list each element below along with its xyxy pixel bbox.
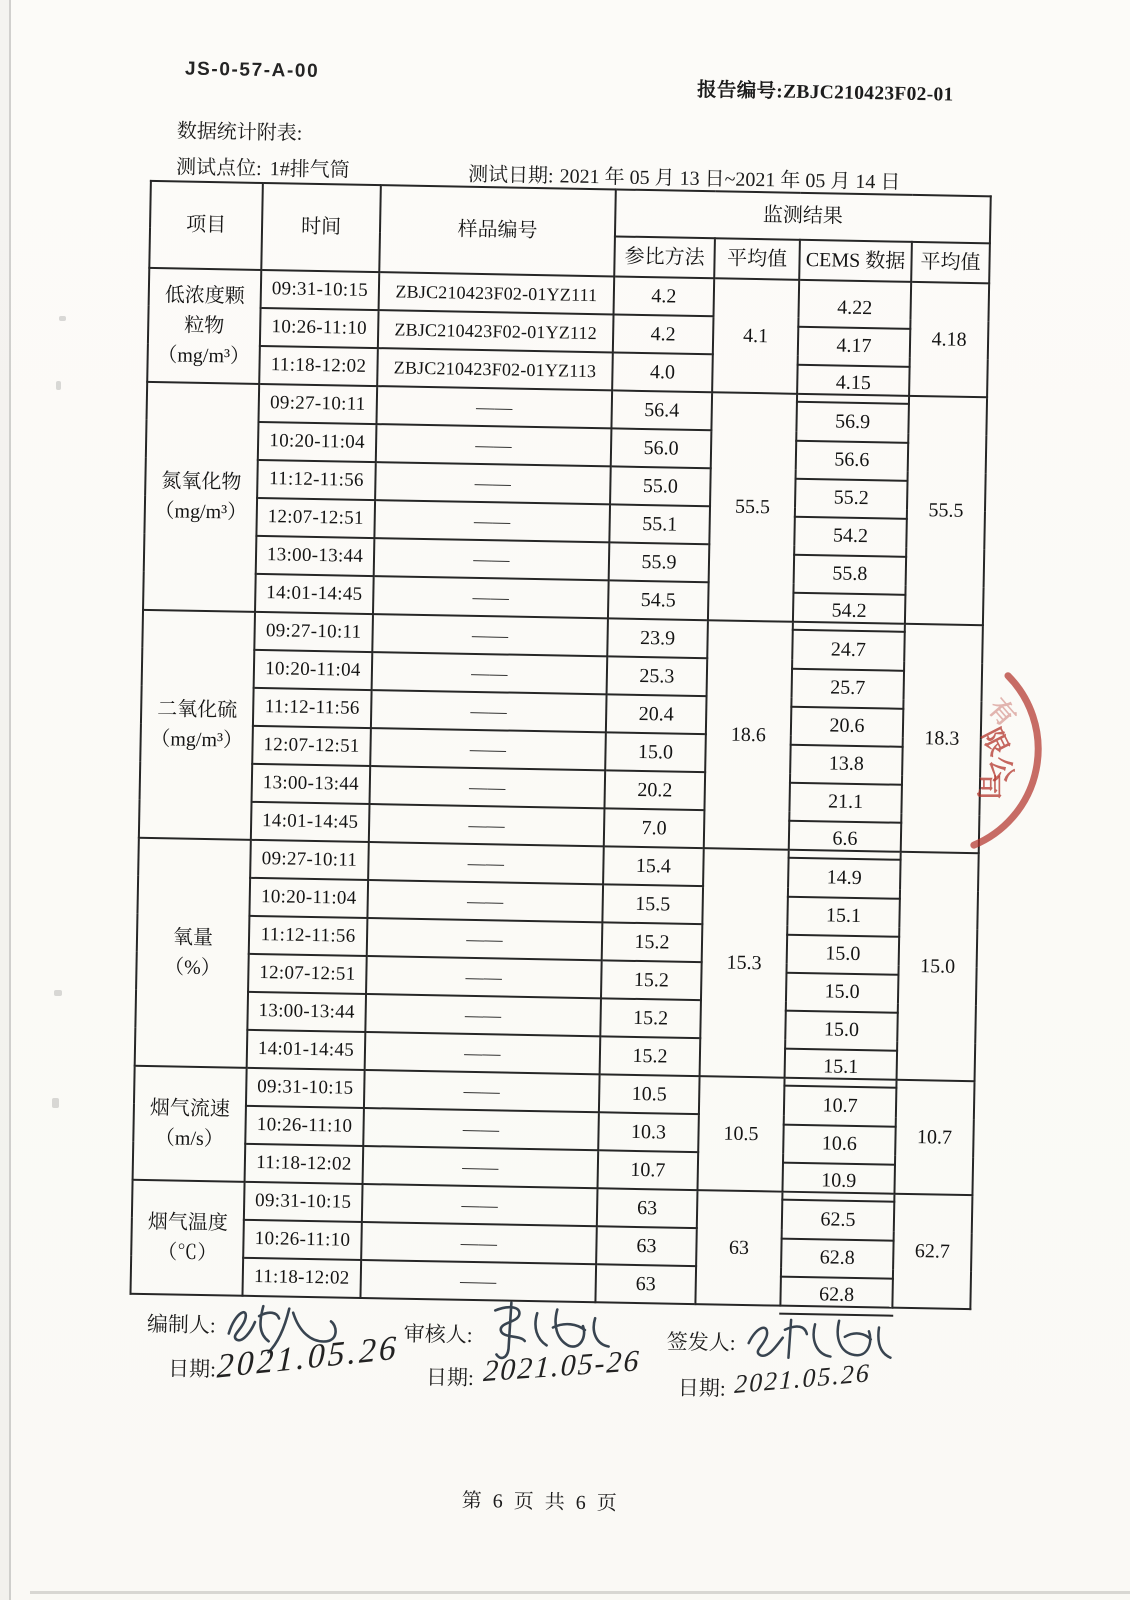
reference-value-cell: 55.0 <box>610 466 711 506</box>
reference-value-cell: 4.0 <box>612 352 713 392</box>
sample-no-cell: —— <box>365 1032 601 1074</box>
cems-value-cell <box>791 698 904 738</box>
time-cell: 10:20-11:04 <box>254 650 373 690</box>
reviewer-date-label: 日期: <box>425 1365 475 1391</box>
item-cell-2 <box>139 610 255 840</box>
reference-value-cell: 63 <box>597 1188 698 1228</box>
cems-value: 62.5 <box>820 1208 856 1232</box>
test-date-value: 2021 年 05 月 13 日~2021 年 05 月 14 日 <box>559 165 901 194</box>
cems-value-cell <box>797 356 910 396</box>
sample-no-cell: ZBJC210423F02-01YZ111 <box>379 272 615 314</box>
cems-value: 25.7 <box>830 675 866 699</box>
cems-value-cell <box>796 432 909 472</box>
time-cell: 10:26-11:10 <box>243 1220 362 1260</box>
sample-no-cell: —— <box>376 386 612 428</box>
col-header-result: 监测结果 <box>615 189 991 243</box>
item-cell-3 <box>135 838 251 1068</box>
cems-value: 4.15 <box>835 371 872 395</box>
reference-value-cell: 55.1 <box>609 504 710 544</box>
cems-value: 15.0 <box>825 941 861 965</box>
test-date-label: 测试日期: <box>467 163 554 188</box>
issuer-date-handwritten: 2021.05.26 <box>734 1358 872 1400</box>
cems-value-cell <box>795 470 908 510</box>
reference-value-cell: 54.5 <box>608 580 709 620</box>
item-cell-0 <box>147 268 261 384</box>
item-name: 氮氧化物 <box>161 470 242 494</box>
cems-value: 15.1 <box>825 903 862 927</box>
item-unit: （%） <box>163 956 222 980</box>
cems-value-cell <box>786 964 899 1004</box>
cems-value-cell <box>793 584 906 624</box>
reference-average-cell: 15.3 <box>700 848 789 1078</box>
reference-value-cell: 20.4 <box>606 694 707 734</box>
test-point-value: 1#排气筒 <box>269 158 350 182</box>
sample-no-cell: —— <box>360 1260 596 1302</box>
col-header-cems-average: 平均值 <box>911 242 990 283</box>
time-cell: 09:27-10:11 <box>250 840 369 880</box>
reviewer-label: 审核人: <box>403 1321 473 1348</box>
reference-average-cell: 10.5 <box>697 1076 784 1192</box>
page-number: 第 6 页 共 6 页 <box>461 1489 620 1515</box>
reference-average-cell: 4.1 <box>712 278 799 394</box>
cems-average-cell: 55.5 <box>905 396 987 625</box>
test-point-line <box>176 150 350 182</box>
item-unit: （℃） <box>157 1241 218 1265</box>
cems-value-cell <box>792 660 905 700</box>
cems-value-cell <box>783 1116 896 1156</box>
report-number-value: ZBJC210423F02-01 <box>782 81 954 106</box>
cems-value: 14.9 <box>826 866 862 890</box>
cems-value: 24.7 <box>830 638 867 662</box>
item-unit: （mg/m³） <box>150 728 244 752</box>
reference-average-cell: 18.6 <box>704 620 793 850</box>
time-cell: 11:18-12:02 <box>245 1144 364 1184</box>
cems-value-cell <box>787 926 900 966</box>
preparer-label: 编制人: <box>146 1312 216 1338</box>
cems-value-cell <box>789 774 902 814</box>
cems-value: 15.0 <box>823 1017 860 1041</box>
cems-value: 4.22 <box>836 296 873 320</box>
test-point-label: 测试点位: <box>175 156 262 180</box>
reference-value-cell: 15.2 <box>600 1036 701 1076</box>
cems-average-cell: 10.7 <box>894 1080 974 1195</box>
cems-value: 56.6 <box>834 447 870 471</box>
reference-value-cell: 15.5 <box>602 884 703 924</box>
sample-no-cell: —— <box>366 956 602 998</box>
reviewer-date-handwritten: 2021.05-26 <box>482 1344 642 1389</box>
cems-value: 54.2 <box>831 599 867 623</box>
col-header-reference-method: 参比方法 <box>614 236 715 278</box>
report-number-label: 报告编号: <box>696 79 784 103</box>
item-cell-1 <box>143 382 259 612</box>
sample-no-cell: —— <box>369 804 605 846</box>
cems-value: 62.8 <box>818 1283 855 1306</box>
reference-value-cell: 10.3 <box>598 1112 699 1152</box>
item-unit: （mg/m³） <box>157 344 251 368</box>
reference-value-cell: 56.0 <box>611 428 712 468</box>
time-cell: 14:01-14:45 <box>255 574 374 614</box>
sample-no-cell: —— <box>362 1184 598 1226</box>
cems-value-cell <box>788 850 901 890</box>
time-cell: 11:12-11:56 <box>249 916 368 956</box>
reference-average-cell: 55.5 <box>708 392 797 622</box>
issuer-label: 签发人: <box>666 1329 736 1355</box>
reference-value-cell: 55.9 <box>609 542 710 582</box>
sample-no-cell: —— <box>370 728 606 770</box>
time-cell: 10:20-11:04 <box>249 878 368 918</box>
cems-value: 55.8 <box>832 561 868 585</box>
cems-value: 13.8 <box>828 751 865 775</box>
reference-value-cell: 15.2 <box>601 960 702 1000</box>
time-cell: 11:12-11:56 <box>257 460 376 500</box>
cems-average-cell: 15.0 <box>897 852 979 1081</box>
stamp-character: 司 <box>973 773 1003 800</box>
reference-value-cell: 15.2 <box>600 998 701 1038</box>
cems-value-cell <box>796 394 909 434</box>
cems-value: 54.2 <box>832 523 869 547</box>
time-cell: 09:31-10:15 <box>261 270 380 310</box>
sample-no-cell: —— <box>364 1070 600 1112</box>
time-cell: 10:20-11:04 <box>258 422 377 462</box>
reference-value-cell: 25.3 <box>607 656 708 696</box>
reference-value-cell: 7.0 <box>604 808 705 848</box>
reference-value-cell: 10.7 <box>598 1150 699 1190</box>
stamp-character: 公 <box>984 753 1019 786</box>
time-cell: 13:00-13:44 <box>247 992 366 1032</box>
item-name: 二氧化硫 <box>157 698 238 722</box>
cems-value-cell <box>794 546 907 586</box>
monitoring-results-table <box>129 180 991 1310</box>
cems-value: 20.6 <box>829 713 865 737</box>
cems-value-cell <box>782 1192 895 1232</box>
preparer-date-label: 日期: <box>167 1356 217 1382</box>
cems-value: 56.9 <box>834 410 871 434</box>
cems-value-cell <box>780 1268 893 1308</box>
sample-no-cell: —— <box>368 842 604 884</box>
cems-value-cell <box>781 1230 894 1270</box>
time-cell: 14:01-14:45 <box>247 1030 366 1070</box>
preparer-date-handwritten: 2021.05.26 <box>216 1329 400 1386</box>
sample-no-cell: —— <box>370 766 606 808</box>
reference-value-cell: 4.2 <box>614 276 715 316</box>
document-code: JS-0-57-A-00 <box>184 58 320 82</box>
cems-value-cell <box>784 1078 897 1118</box>
cems-average-cell: 62.7 <box>892 1194 972 1309</box>
issuer-date-label: 日期: <box>677 1375 726 1401</box>
item-name: 烟气流速 <box>149 1097 231 1121</box>
time-cell: 12:07-12:51 <box>252 726 371 766</box>
reference-value-cell: 15.2 <box>602 922 703 962</box>
appendix-title: 数据统计附表: <box>176 120 303 145</box>
reference-value-cell: 15.0 <box>605 732 706 772</box>
item-name: 低浓度颗粒物 <box>164 284 245 338</box>
time-cell: 09:31-10:15 <box>244 1182 363 1222</box>
cems-value: 55.2 <box>833 485 869 509</box>
col-header-time: 时间 <box>261 183 381 272</box>
cems-value: 21.1 <box>827 789 864 813</box>
sample-no-cell: —— <box>372 614 608 656</box>
item-name: 烟气温度 <box>147 1211 228 1235</box>
sample-no-cell: —— <box>372 652 608 694</box>
sample-no-cell: —— <box>361 1222 597 1264</box>
cems-value-cell <box>792 622 905 662</box>
cems-value-cell <box>798 280 911 320</box>
cems-value-cell <box>789 812 902 852</box>
cems-value: 10.6 <box>821 1131 858 1155</box>
reference-average-cell: 63 <box>695 1190 782 1306</box>
sample-no-cell: —— <box>374 538 610 580</box>
cems-value: 4.17 <box>836 334 872 357</box>
sample-no-cell: —— <box>374 500 610 542</box>
time-cell: 12:07-12:51 <box>256 498 375 538</box>
time-cell: 13:00-13:44 <box>256 536 375 576</box>
col-header-cems-data: CEMS 数据 <box>799 240 912 282</box>
cems-average-cell: 18.3 <box>901 624 983 853</box>
cems-value-cell <box>782 1154 895 1194</box>
time-cell: 10:26-11:10 <box>245 1106 364 1146</box>
reference-value-cell: 63 <box>596 1226 697 1266</box>
sample-no-cell: —— <box>375 462 611 504</box>
time-cell: 12:07-12:51 <box>248 954 367 994</box>
sample-no-cell: —— <box>363 1108 599 1150</box>
stamp-character: 有 <box>982 693 1022 732</box>
sample-no-cell: —— <box>365 994 601 1036</box>
time-cell: 11:18-12:02 <box>259 346 378 386</box>
cems-value: 10.7 <box>822 1094 858 1118</box>
sample-no-cell: —— <box>363 1146 599 1188</box>
cems-value: 15.0 <box>824 979 860 1003</box>
time-cell: 14:01-14:45 <box>251 802 370 842</box>
cems-average-cell: 4.18 <box>909 282 989 397</box>
time-cell: 13:00-13:44 <box>252 764 371 804</box>
time-cell: 09:31-10:15 <box>246 1068 365 1108</box>
sample-no-cell: —— <box>367 918 603 960</box>
sample-no-cell: —— <box>376 424 612 466</box>
cems-value-cell <box>785 1040 898 1080</box>
reference-value-cell: 23.9 <box>607 618 708 658</box>
sample-no-cell: —— <box>371 690 607 732</box>
cems-value: 10.9 <box>820 1169 857 1193</box>
item-unit: （m/s） <box>154 1127 224 1151</box>
cems-value: 15.1 <box>823 1055 859 1079</box>
item-name: 氧量 <box>172 926 214 950</box>
col-header-sample-no: 样品编号 <box>379 185 616 276</box>
time-cell: 10:26-11:10 <box>260 308 379 348</box>
sample-no-cell: ZBJC210423F02-01YZ113 <box>377 348 613 390</box>
reference-value-cell: 56.4 <box>611 390 712 430</box>
time-cell: 09:27-10:11 <box>254 612 373 652</box>
cems-value: 62.8 <box>819 1245 855 1269</box>
cems-value-cell <box>785 1002 898 1042</box>
item-cell-5 <box>130 1180 244 1296</box>
reference-value-cell: 10.5 <box>599 1074 700 1114</box>
time-cell: 09:27-10:11 <box>258 384 377 424</box>
col-header-average: 平均值 <box>714 238 800 280</box>
item-unit: （mg/m³） <box>154 500 248 524</box>
cems-value-cell <box>794 508 907 548</box>
item-cell-4 <box>133 1066 247 1182</box>
report-number-line <box>561 71 953 106</box>
time-cell: 11:12-11:56 <box>253 688 372 728</box>
cems-value: 6.6 <box>832 827 858 850</box>
col-header-item: 项目 <box>149 181 263 270</box>
sample-no-cell: —— <box>373 576 609 618</box>
cems-value-cell <box>790 736 903 776</box>
reference-value-cell: 4.2 <box>613 314 714 354</box>
sample-no-cell: —— <box>367 880 603 922</box>
cems-value-cell <box>798 318 911 358</box>
sample-no-cell: ZBJC210423F02-01YZ112 <box>378 310 614 352</box>
cems-value-cell <box>787 888 900 928</box>
stamp-character: 限 <box>976 723 1014 761</box>
reference-value-cell: 15.4 <box>603 846 704 886</box>
reference-value-cell: 63 <box>595 1264 696 1304</box>
reference-value-cell: 20.2 <box>604 770 705 810</box>
time-cell: 11:18-12:02 <box>242 1258 361 1298</box>
